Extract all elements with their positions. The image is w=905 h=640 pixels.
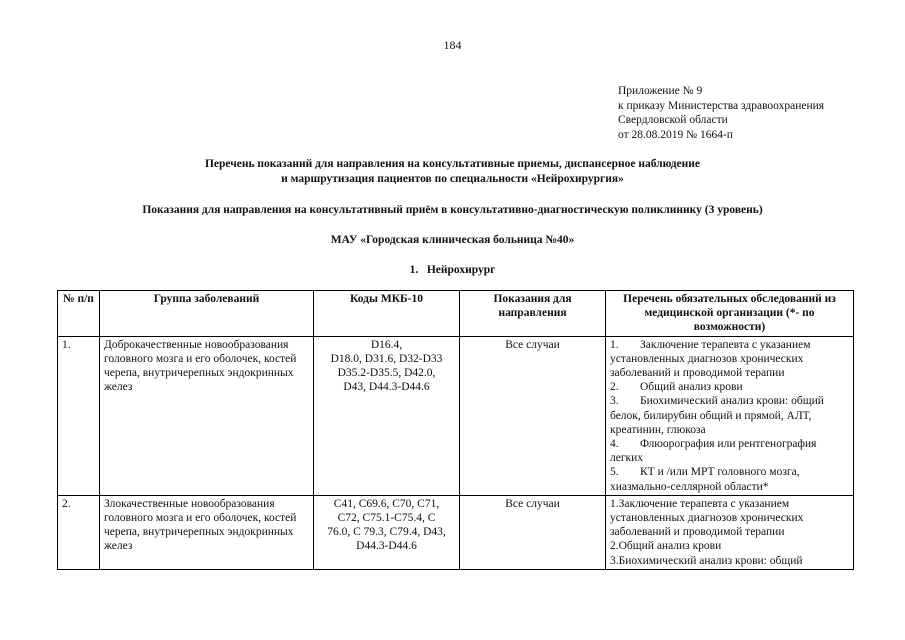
- header-indications: Показания для направления: [460, 291, 606, 337]
- exam-item: [610, 394, 849, 437]
- exam-item: [610, 380, 849, 394]
- code-line: D16.4,: [370, 338, 403, 351]
- row-indications: Все случаи: [460, 336, 606, 495]
- exam-text: КТ и /или МРТ головного мозга, хиазмально-селлярной области*: [610, 466, 800, 493]
- exam-number: 4.: [610, 438, 619, 451]
- appendix-line: к приказу Министерства здравоохранения: [618, 99, 825, 112]
- document-title-line: Перечень показаний для направления на консультативные приемы, диспансерное наблюдение: [204, 158, 701, 170]
- exam-text: Общий анализ крови: [640, 381, 743, 394]
- row-group: Злокачественные новообразования головного мозга и его оболочек, костей черепа, внутричерепных эндокринных желез: [100, 495, 314, 569]
- table-row: [58, 495, 854, 569]
- exam-number: 5.: [610, 466, 619, 479]
- row-exams: [606, 495, 854, 569]
- row-indications: Все случаи: [460, 495, 606, 569]
- row-group: Доброкачественные новообразования головного мозга и его оболочек, костей черепа, внутричерепных эндокринных желез: [100, 336, 314, 495]
- appendix-block: [618, 84, 824, 142]
- exam-text: Заключение терапевта с указанием установленных диагнозов хронических заболеваний и проводимой терапии: [610, 338, 811, 380]
- code-line: C72, C75.1-C75.4, C: [337, 512, 436, 525]
- exam-number: 3.: [610, 395, 619, 408]
- header-num: № п/п: [58, 291, 100, 337]
- exam-item: 3.Биохимический анализ крови: общий: [610, 554, 803, 567]
- appendix-line: от 28.08.2019 № 1664-п: [618, 128, 733, 141]
- appendix-line: Приложение № 9: [618, 85, 703, 97]
- document-title: [0, 157, 905, 186]
- code-line: D35.2-D35.5, D42.0,: [337, 367, 436, 380]
- row-codes: [314, 495, 460, 569]
- row-exams: [606, 336, 854, 495]
- header-codes: Коды МКБ-10: [314, 291, 460, 337]
- document-subtitle: Показания для направления на консультативный приём в консультативно-диагностическую поликлинику (3 уровень): [142, 204, 763, 216]
- exam-item: [610, 465, 849, 493]
- exam-number: 1.: [610, 338, 619, 351]
- organization-name: МАУ «Городская клиническая больница №40»: [330, 234, 575, 246]
- page-number: 184: [443, 38, 462, 52]
- exam-text: Биохимический анализ крови: общий белок, билирубин общий и прямой, АЛТ, креатинин, глюкоза: [610, 395, 824, 436]
- specialist-heading: [0, 263, 905, 278]
- code-line: 76.0, C 79.3, C79.4, D43,: [327, 526, 446, 539]
- code-line: D43, D44.3-D44.6: [343, 381, 430, 394]
- exam-number: 2.: [610, 381, 619, 394]
- exam-item: [610, 338, 849, 381]
- specialist-number: 1.: [409, 264, 419, 276]
- specialist-name: Нейрохирург: [426, 264, 496, 276]
- exam-item: 2.Общий анализ крови: [610, 540, 722, 553]
- appendix-line: Свердловской области: [618, 114, 728, 126]
- code-line: C41, C69.6, C70, C71,: [333, 497, 440, 510]
- row-codes: [314, 336, 460, 495]
- header-group: Группа заболеваний: [100, 291, 314, 337]
- indications-table: [57, 290, 854, 570]
- exam-item: [610, 437, 849, 465]
- table-row: [58, 336, 854, 495]
- table-header-row: [58, 291, 854, 337]
- code-line: D44.3-D44.6: [356, 540, 417, 553]
- header-exams: Перечень обязательных обследований из медицинской организации (*- по возможности): [606, 291, 854, 337]
- exam-text: Флюорография или рентгенография легких: [610, 438, 817, 465]
- code-line: D18.0, D31.6, D32-D33: [330, 352, 443, 365]
- document-title-line: и маршрутизация пациентов по специальности «Нейрохирургия»: [281, 172, 624, 185]
- row-num: 1.: [58, 336, 100, 495]
- exam-item: 1.Заключение терапевта с указанием установленных диагнозов хронических заболеваний и проводимой терапии: [610, 497, 804, 539]
- row-num: 2.: [58, 495, 100, 569]
